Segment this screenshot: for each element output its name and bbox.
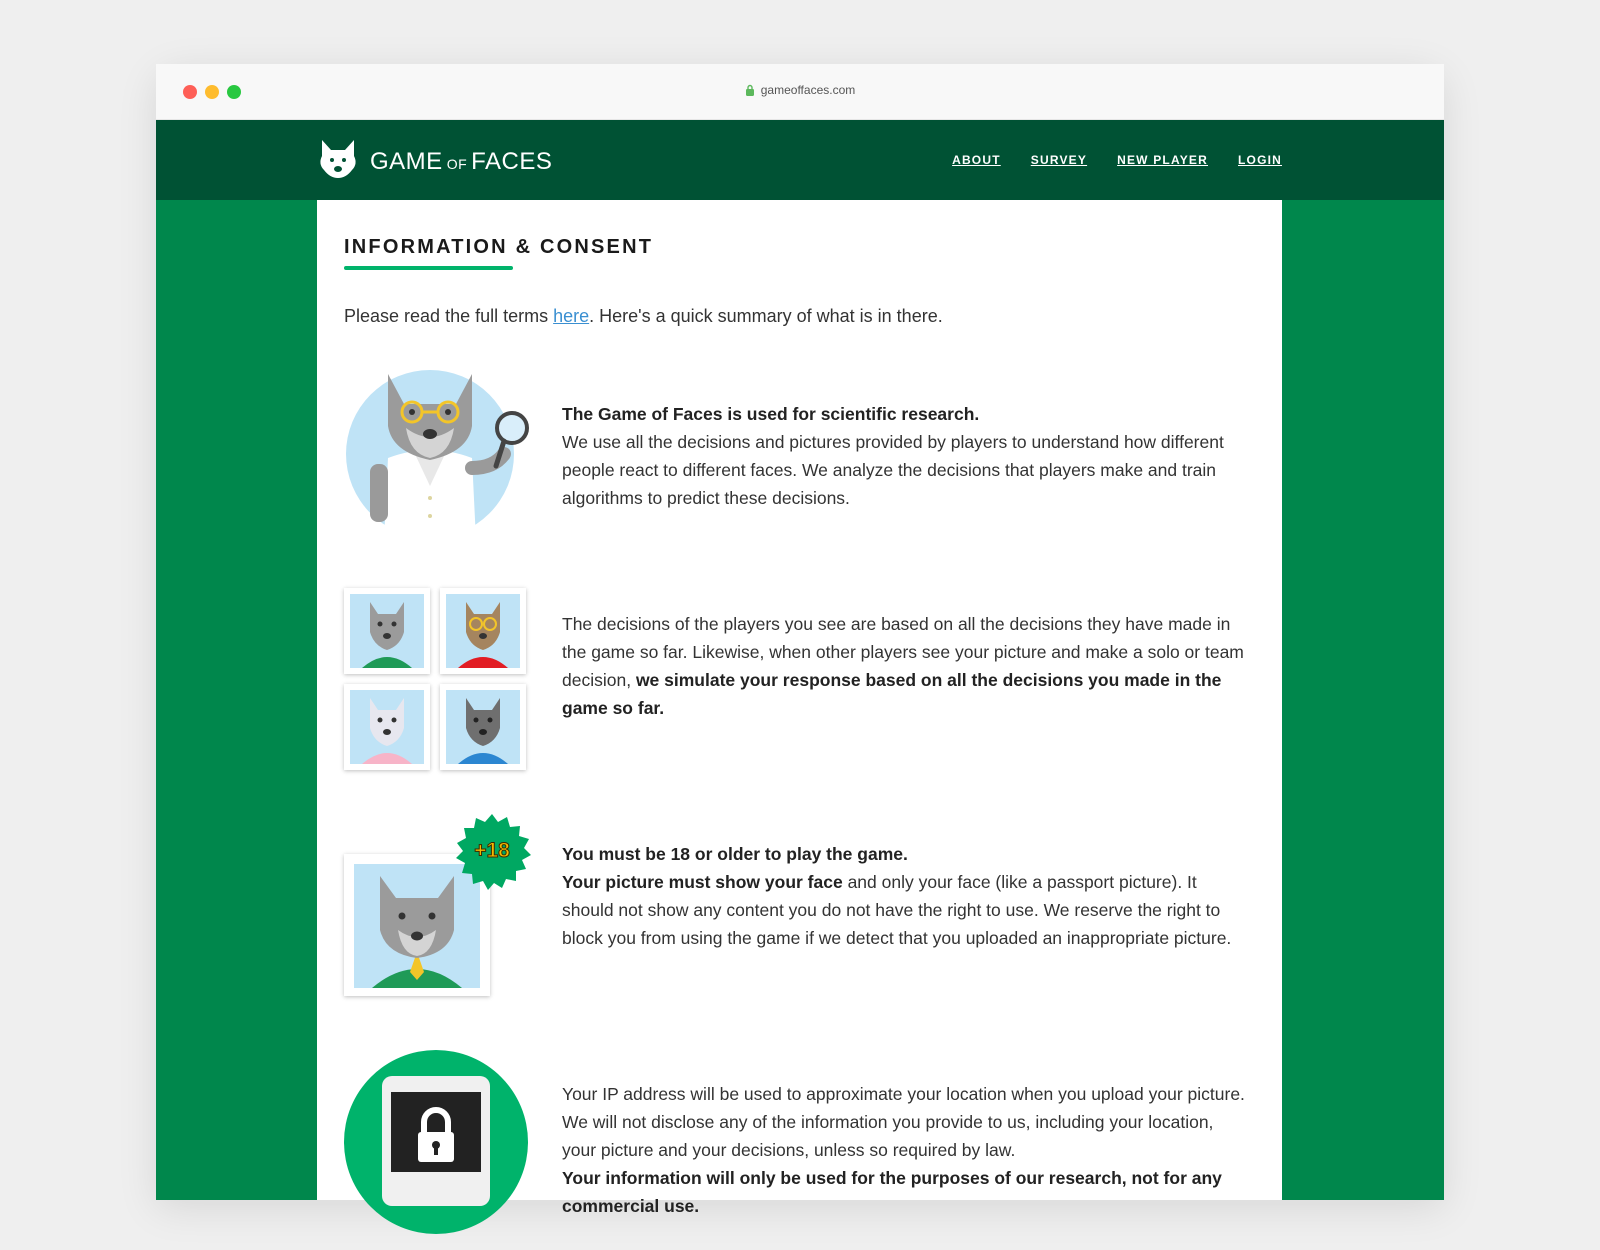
title-underline: [344, 266, 513, 270]
browser-window: [156, 64, 1444, 1216]
address-bar[interactable]: [156, 83, 1444, 99]
nav-about-link[interactable]: ABOUT: [952, 153, 1001, 167]
intro-text: Please read the full terms here. Here's a quick summary of what is in there.: [344, 306, 943, 326]
age-badge: +18: [452, 812, 532, 897]
page-background: [156, 200, 1444, 1216]
decisions-text: The decisions of the players you see are based on all the decisions they have made in the game so far. Likewise, when other players see your picture and make a solo or team decision, we simulate your response based on all the decisions you made in the game so far.: [562, 614, 1244, 718]
decisions-section: [317, 584, 1282, 774]
logo-wordmark: GAME OF FACES: [370, 147, 553, 175]
privacy-text: Your IP address will be used to approximate your location when you upload your picture. We will not disclose any of the information you provide to us, including your location, your picture and your decisions, unless so required by law. Your information will only be used for the purposes of our research, not for any commercial use.: [562, 1084, 1245, 1216]
wolf-head-logo-icon: [316, 138, 360, 185]
page-title: INFORMATION & CONSENT: [344, 236, 654, 258]
nav-login-link[interactable]: LOGIN: [1238, 153, 1282, 167]
phone-lock-icon: [344, 1050, 528, 1205]
site-logo[interactable]: [316, 138, 552, 185]
consent-card: [317, 200, 1282, 1216]
portrait-thumbnail: [440, 588, 526, 674]
nav-new-player-link[interactable]: NEW PLAYER: [1117, 153, 1208, 167]
portrait-thumbnail: [344, 684, 430, 770]
lock-icon: [745, 84, 755, 99]
portrait-thumbnail: [344, 588, 430, 674]
portrait-thumbnail: [440, 684, 526, 770]
nav-survey-link[interactable]: SURVEY: [1030, 153, 1088, 167]
url-text: gameoffaces.com: [760, 83, 856, 97]
site-header: [156, 120, 1444, 200]
main-nav: [952, 153, 1282, 167]
age-requirement-section: [317, 812, 1282, 1012]
wolf-portraits-grid-icon: [344, 588, 526, 770]
research-section: [317, 360, 1282, 550]
research-text: The Game of Faces is used for scientific research. We use all the decisions and pictures provided by players to understand how different people react to different faces. We analyze the decisions that players make and train algorithms to predict these decisions.: [562, 404, 1224, 508]
privacy-section: [317, 1050, 1282, 1250]
full-terms-link[interactable]: here: [553, 306, 590, 326]
age-requirement-text: You must be 18 or older to play the game. Your picture must show your face and only your face (like a passport picture). It should not show any content you do not have the right to use. We reserve the right to block you from using the game if we detect that you uploaded an inappropriate picture.: [562, 844, 1232, 948]
browser-chrome: [156, 64, 1444, 120]
wolf-scientist-icon: [344, 368, 534, 545]
